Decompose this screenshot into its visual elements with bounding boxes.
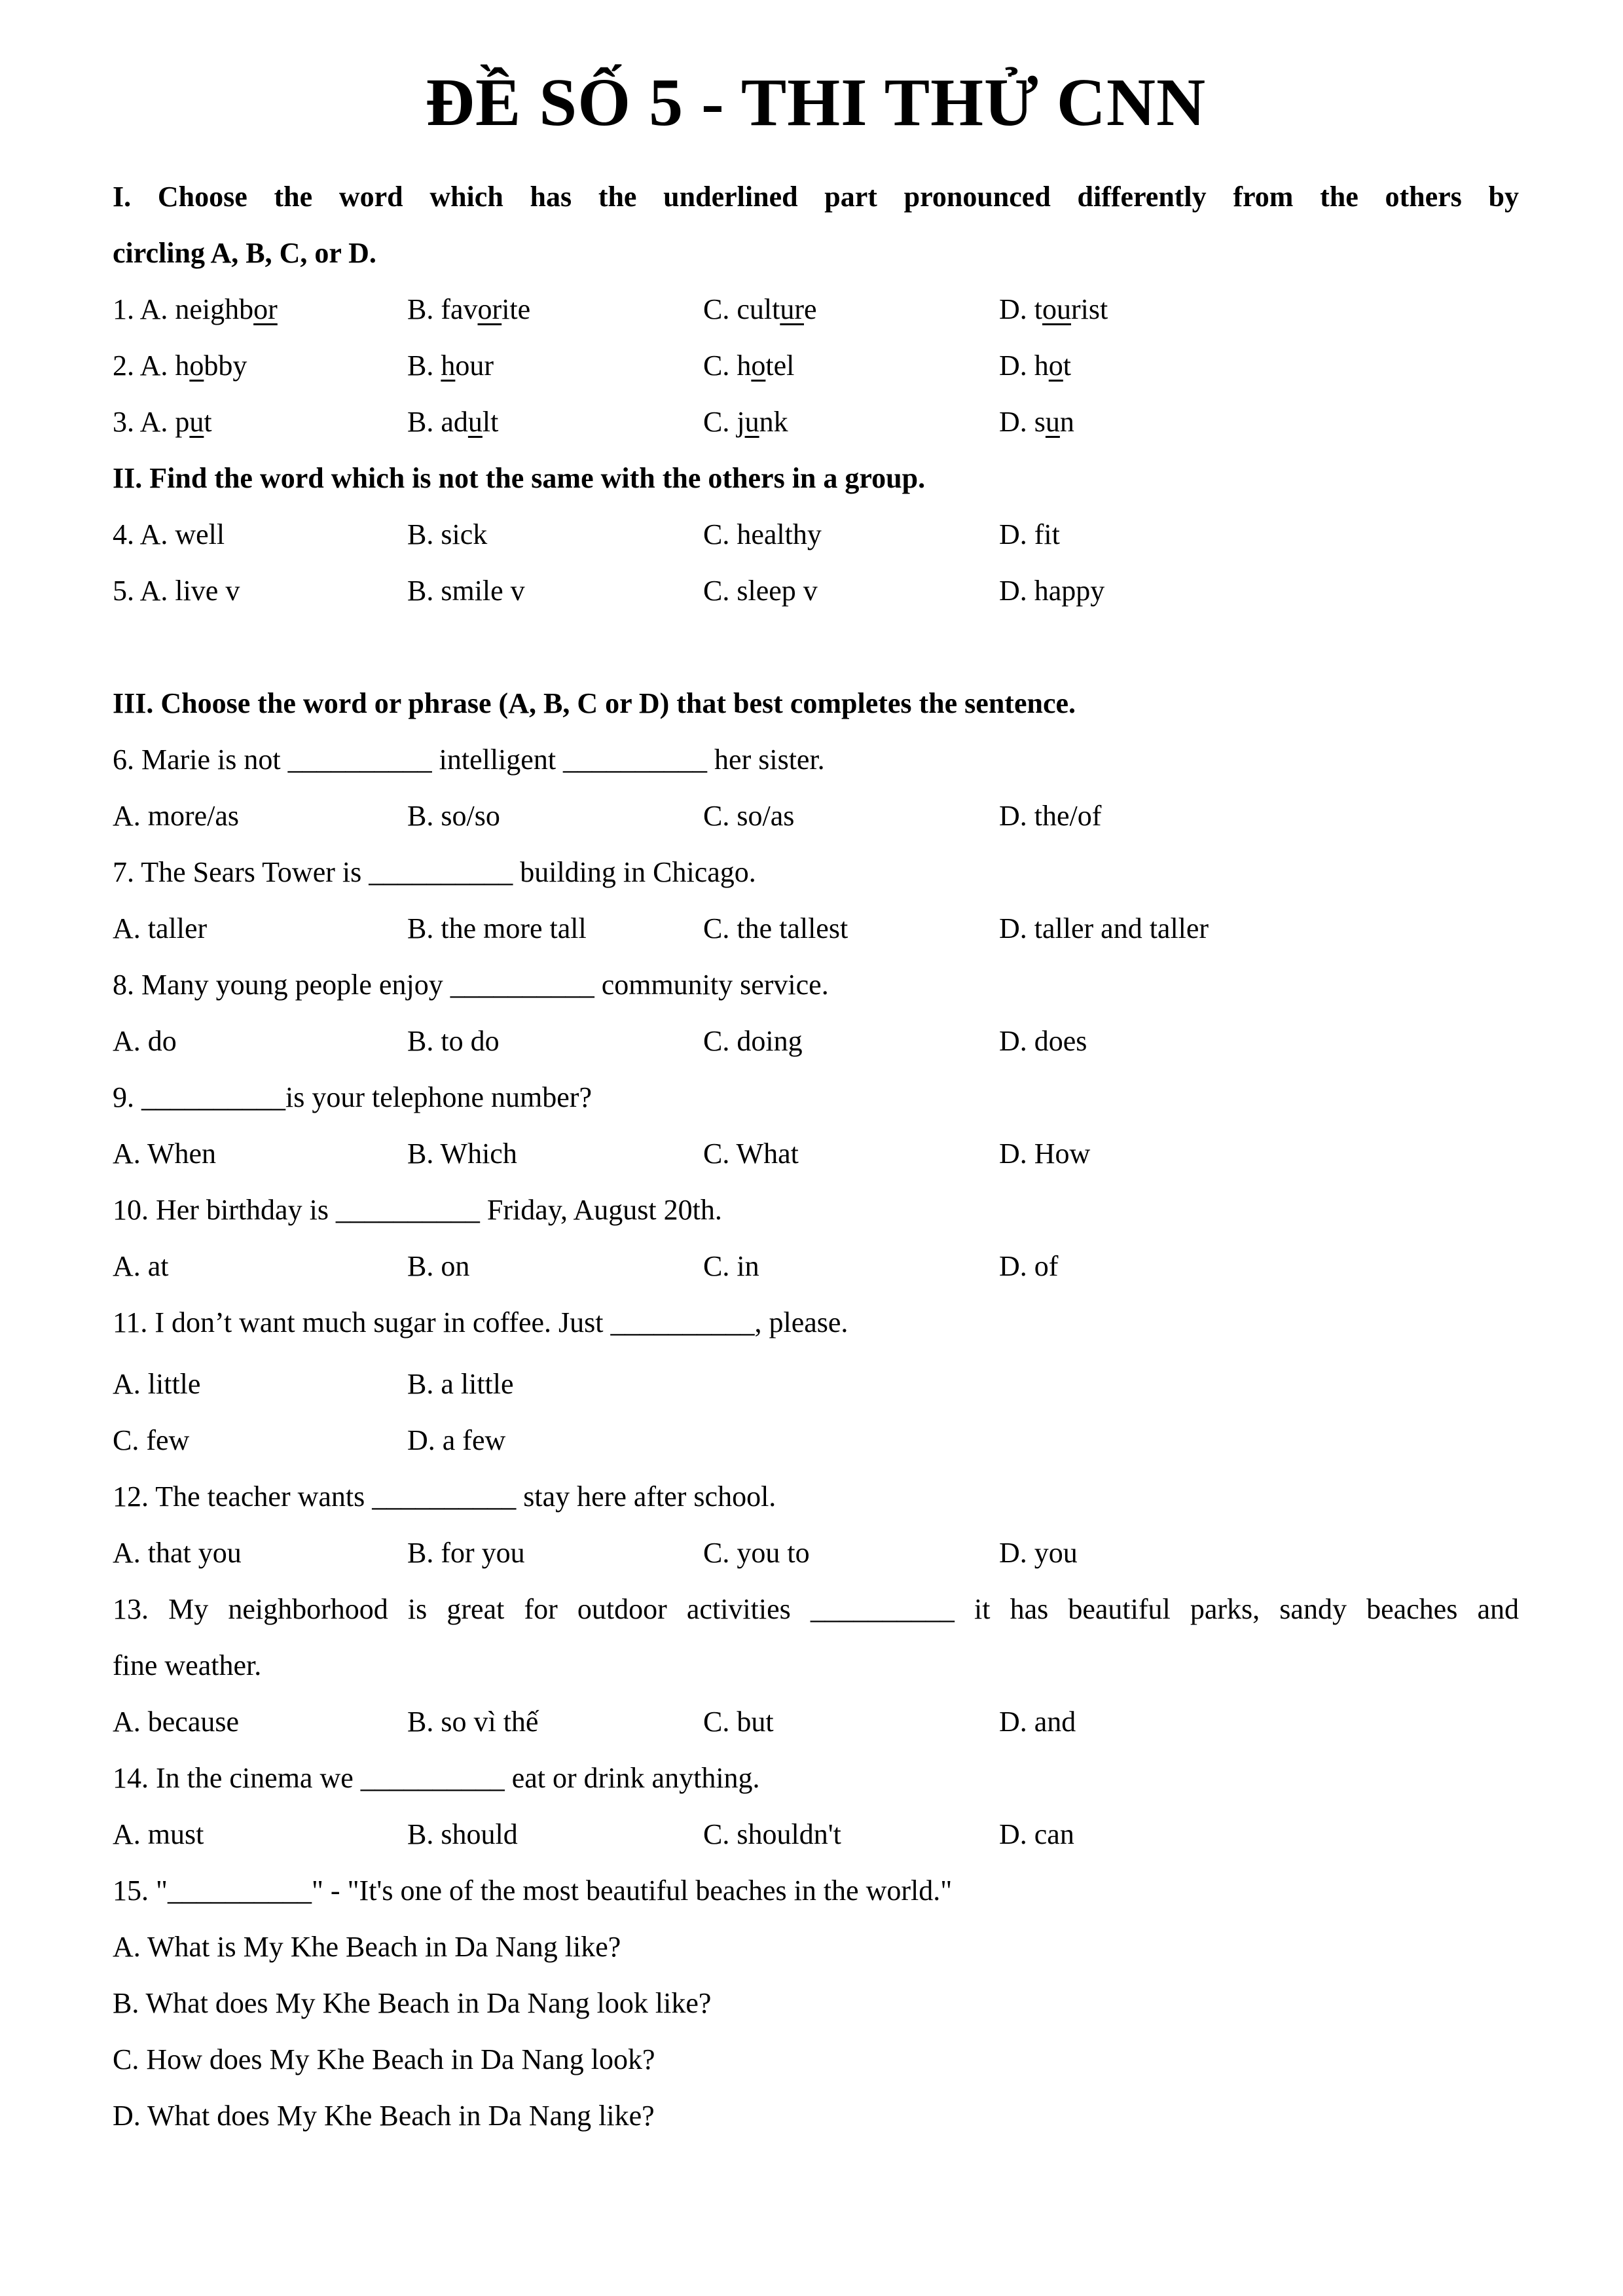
option-c: C. healthy [703,518,822,550]
option-d: D. can [999,1818,1074,1850]
option-c: C. sleep v [703,575,818,607]
option-a: A. What is My Khe Beach in Da Nang like? [113,1931,621,1963]
option-a: A. must [113,1818,204,1850]
option-c: C. so/as [703,800,795,832]
question-10: 10. Her birthday is __________ Friday, August 20th. [113,1194,722,1226]
section-1-heading: I. Choose the word which has the underlined part pronounced differently from the others by [113,181,1519,213]
question-8: 8. Many young people enjoy __________ community service. [113,969,829,1001]
option-c: C. doing [703,1025,803,1057]
option-d: D. taller and taller [999,912,1209,944]
option-a: 2. A. hobby [113,350,247,382]
option-b: B. favorite [407,293,531,325]
option-a: A. that you [113,1537,242,1569]
option-a: 1. A. neighbor [113,293,278,325]
question-9: 9. __________is your telephone number? [113,1081,592,1113]
option-b: B. on [407,1250,470,1282]
option-c: C. How does My Khe Beach in Da Nang look? [113,2043,655,2075]
section-2-heading: II. Find the word which is not the same with the others in a group. [113,462,926,494]
option-c: C. hotel [703,350,795,382]
option-c: C. few [113,1424,190,1456]
option-c: C. but [703,1706,774,1738]
question-15: 15. "__________" - "It's one of the most beautiful beaches in the world." [113,1874,953,1907]
option-a: 3. A. put [113,406,212,438]
option-b: B. Which [407,1138,517,1170]
option-a: A. little [113,1368,201,1400]
option-d: D. you [999,1537,1078,1569]
option-d: D. fit [999,518,1060,550]
option-b: B. the more tall [407,912,587,944]
question-7: 7. The Sears Tower is __________ building in Chicago. [113,856,756,888]
option-a: A. at [113,1250,169,1282]
option-b: B. for you [407,1537,525,1569]
option-b: B. so vì thế [407,1706,539,1738]
option-a: A. because [113,1706,240,1738]
option-c: C. the tallest [703,912,848,944]
option-d: D. hot [999,350,1072,382]
option-c: C. What [703,1138,799,1170]
question-13-cont: fine weather. [113,1649,262,1681]
option-b: B. smile v [407,575,525,607]
section-3-heading: III. Choose the word or phrase (A, B, C or D) that best completes the sentence. [113,687,1076,719]
option-d: D. a few [407,1424,506,1456]
option-d: D. What does My Khe Beach in Da Nang like? [113,2100,655,2132]
option-a: A. taller [113,912,208,944]
option-d: D. tourist [999,293,1108,325]
option-b: B. adult [407,406,499,438]
option-a: 5. A. live v [113,575,240,607]
option-d: D. does [999,1025,1087,1057]
option-b: B. sick [407,518,488,550]
option-b: B. a little [407,1368,514,1400]
option-c: C. you to [703,1537,810,1569]
option-d: D. of [999,1250,1059,1282]
question-14: 14. In the cinema we __________ eat or drink anything. [113,1762,760,1794]
section-1-heading-cont: circling A, B, C, or D. [113,237,376,269]
option-b: B. What does My Khe Beach in Da Nang look like? [113,1987,712,2019]
option-b: B. so/so [407,800,500,832]
option-d: D. and [999,1706,1076,1738]
option-d: D. the/of [999,800,1102,832]
option-a: A. When [113,1138,217,1170]
option-a: 4. A. well [113,518,225,550]
option-c: C. shouldn't [703,1818,841,1850]
question-13: 13. My neighborhood is great for outdoor activities __________ it has beautiful parks, sandy beaches and [113,1593,1519,1625]
option-d: D. happy [999,575,1105,607]
option-b: B. should [407,1818,518,1850]
question-12: 12. The teacher wants __________ stay here after school. [113,1480,776,1513]
question-11: 11. I don’t want much sugar in coffee. Just __________, please. [113,1306,848,1338]
question-6: 6. Marie is not __________ intelligent __________ her sister. [113,744,825,776]
option-b: B. hour [407,350,494,382]
option-a: A. do [113,1025,177,1057]
option-d: D. How [999,1138,1091,1170]
page-title: ĐỀ SỐ 5 - THI THỬ CNN [425,65,1207,140]
option-c: C. in [703,1250,759,1282]
option-a: A. more/as [113,800,240,832]
option-c: C. culture [703,293,817,325]
option-b: B. to do [407,1025,500,1057]
option-c: C. junk [703,406,788,438]
option-d: D. sun [999,406,1074,438]
